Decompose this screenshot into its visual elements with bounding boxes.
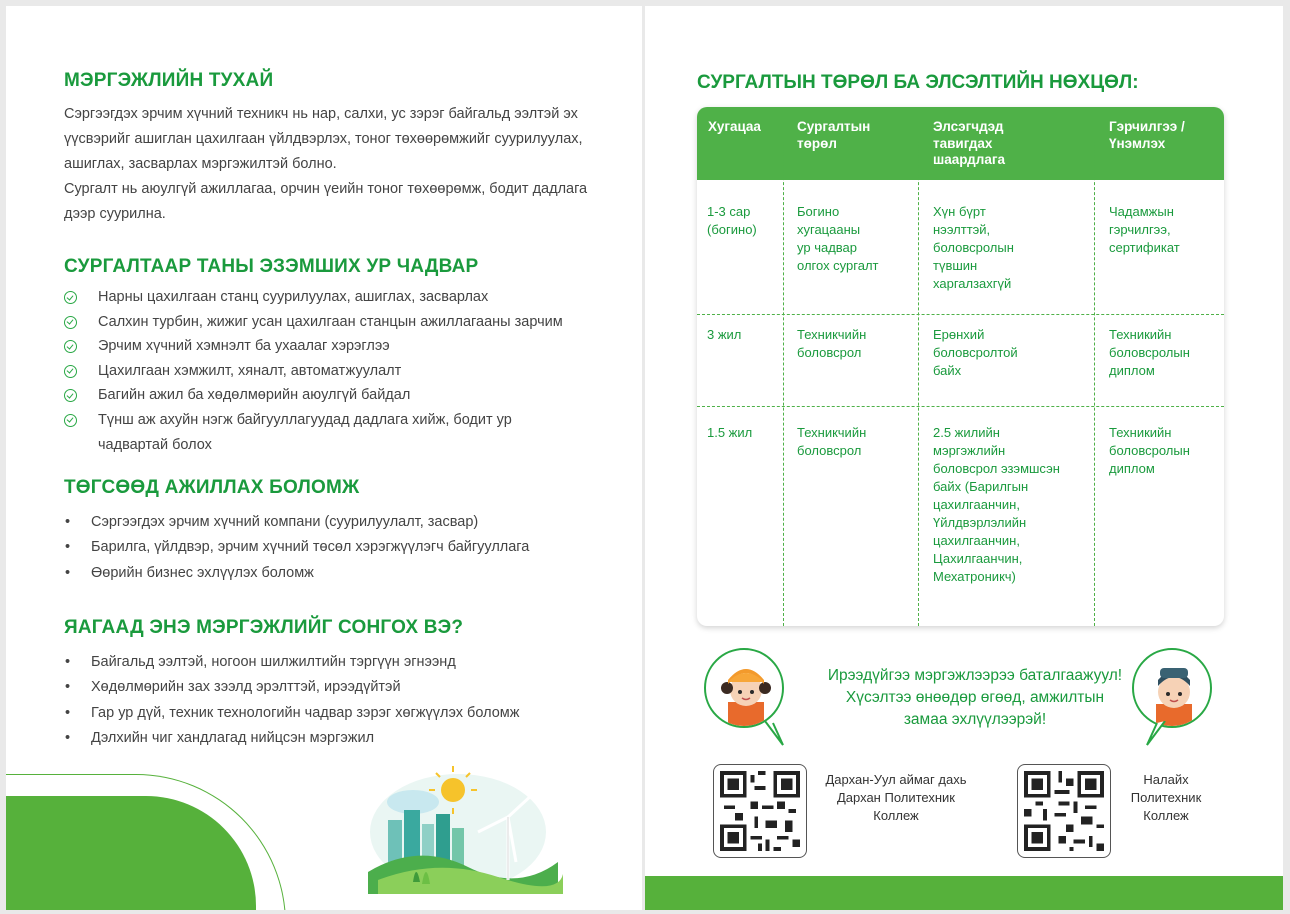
job-text: Сэргээгдэх эрчим хүчний компани (суурилуулалт, засвар) xyxy=(91,514,479,530)
qr-caption-nalaikh xyxy=(1111,771,1221,825)
skill-item xyxy=(64,408,534,457)
why-item xyxy=(64,701,519,726)
about-title: МЭРГЭЖЛИЙН ТУХАЙ xyxy=(64,70,274,91)
cell-certificate xyxy=(1109,326,1190,380)
column-divider xyxy=(783,107,784,626)
jobs-title: ТӨГСӨӨД АЖИЛЛАХ БОЛОМЖ xyxy=(64,477,360,498)
why-text: Дэлхийн чиг хандлагад нийцсэн мэргэжил xyxy=(91,729,375,746)
cell-line: боловсролын xyxy=(1109,345,1190,360)
cell-line: Мехатроникч) xyxy=(933,569,1016,584)
bullet-icon: • xyxy=(65,564,71,581)
about-line: Сургалт нь аюулгүй ажиллагаа, орчин үеийн тоног төхөөрөмж, бодит дадлага xyxy=(64,181,588,197)
header-line: Сургалтын xyxy=(797,119,871,134)
about-text xyxy=(64,102,604,227)
why-item xyxy=(64,650,519,675)
check-circle-icon xyxy=(64,340,77,353)
cell-certificate xyxy=(1109,424,1190,478)
right-page xyxy=(645,6,1283,910)
slogan-line: Ирээдүйгээ мэргэжлээрээ баталгаажуул! xyxy=(827,667,1123,684)
cell-line: сертификат xyxy=(1109,240,1180,255)
header-requirements xyxy=(933,119,1005,169)
cell-line: ур чадвар xyxy=(797,240,858,255)
cell-line: цахилгаанчин, xyxy=(933,497,1020,512)
about-line: ашиглах, засварлах мэргэжилтэй болно. xyxy=(64,156,337,172)
qr-code-icon xyxy=(720,771,800,851)
admission-table xyxy=(697,107,1224,626)
cell-line: 2.5 жилийн xyxy=(933,425,1000,440)
header-line: тавигдах xyxy=(933,135,993,151)
cell-line: (богино) xyxy=(707,222,757,237)
qr-code-nalaikh[interactable] xyxy=(1017,764,1111,858)
cell-line: боловсролын xyxy=(1109,443,1190,458)
why-title: ЯАГААД ЭНЭ МЭРГЭЖЛИЙГ СОНГОХ ВЭ? xyxy=(64,617,464,638)
job-text: Барилга, үйлдвэр, эрчим хүчний төсөл хэрэгжүүлэгч байгууллага xyxy=(91,539,530,556)
skill-text: Салхин турбин, жижиг усан цахилгаан станцын ажиллагааны зарчим xyxy=(98,313,563,330)
bullet-icon: • xyxy=(65,704,71,721)
why-list xyxy=(64,650,519,751)
why-item xyxy=(64,726,519,751)
why-text: Байгальд ээлтэй, ногоон шилжилтийн тэргүүн эгнээнд xyxy=(91,654,456,670)
column-divider xyxy=(918,107,919,626)
qr-code-icon xyxy=(1024,771,1104,851)
cell-requirements xyxy=(933,203,1014,293)
skill-text: Нарны цахилгаан станц суурилуулах, ашиглах, засварлах xyxy=(98,289,489,305)
about-line: Сэргээгдэх эрчим хүчний техникч нь нар, салхи, ус зэрэг байгальд ээлтэй эх xyxy=(64,106,578,122)
cell-line: боловсрол эзэмшсэн xyxy=(933,461,1060,476)
skill-item xyxy=(64,310,564,335)
cell-line: Хүн бүрт xyxy=(933,204,986,219)
cell-line: 1.5 жил xyxy=(707,425,753,440)
header-line: Элсэгчдэд xyxy=(933,119,1004,134)
speech-tail-left xyxy=(763,721,785,747)
header-line: Үнэмлэх xyxy=(1109,135,1166,151)
jobs-list xyxy=(64,510,529,586)
boy-welder-icon xyxy=(1134,650,1212,728)
header-line: Хугацаа xyxy=(708,119,761,134)
cell-training-type xyxy=(797,326,866,362)
cell-requirements xyxy=(933,424,1060,586)
cell-certificate xyxy=(1109,203,1180,257)
boy-avatar xyxy=(1132,648,1212,728)
skill-text: Эрчим хүчний хэмнэлт ба ухаалаг хэрэглээ xyxy=(98,338,390,355)
job-item xyxy=(64,510,529,535)
cell-line: гэрчилгээ, xyxy=(1109,222,1171,237)
check-circle-icon xyxy=(64,291,77,304)
slogan-line: Хүсэлтээ өнөөдөр өгөөд, амжилтын xyxy=(845,689,1105,706)
cell-line: байх (Барилгын xyxy=(933,479,1029,494)
bullet-icon: • xyxy=(65,729,71,746)
cell-training-type xyxy=(797,424,866,460)
skill-item xyxy=(64,383,564,408)
check-circle-icon xyxy=(64,389,77,402)
skill-text: Түнш аж ахуйн нэгж байгууллагуудад дадлага хийж, бодит ур чадвартай болох xyxy=(98,411,512,453)
caption-line: Политехник xyxy=(1130,790,1202,805)
cell-line: боловсролын xyxy=(933,240,1014,255)
column-divider xyxy=(1094,107,1095,626)
skills-list xyxy=(64,285,564,457)
cell-line: Чадамжын xyxy=(1109,204,1174,219)
cell-line: Техникчийн xyxy=(797,327,867,342)
cell-line: Богино xyxy=(797,204,840,219)
header-line: төрөл xyxy=(797,135,837,151)
qr-caption-darkhan xyxy=(821,771,971,825)
girl-avatar xyxy=(704,648,784,728)
cell-line: диплом xyxy=(1109,363,1155,378)
cell-requirements xyxy=(933,326,1018,380)
why-text: Хөдөлмөрийн зах зээлд эрэлттэй, ирээдүйтэй xyxy=(91,679,401,696)
check-circle-icon xyxy=(64,365,77,378)
girl-helmet-icon xyxy=(706,650,784,728)
header-certificate xyxy=(1109,119,1185,152)
cell-line: боловсрол xyxy=(797,443,862,458)
job-item xyxy=(64,561,529,586)
job-item xyxy=(64,535,529,560)
cell-line: түвшин xyxy=(933,258,978,273)
cell-training-type xyxy=(797,203,879,275)
skills-title: СУРГАЛТААР ТАНЫ ЭЗЭМШИХ УР ЧАДВАР xyxy=(64,256,479,277)
cell-line: Техникчийн xyxy=(797,425,867,440)
caption-line: Налайх xyxy=(1143,772,1189,787)
cell-line: Үйлдвэрлэлийн xyxy=(933,515,1027,530)
cell-line: 1-3 сар xyxy=(707,204,751,219)
cell-line: нээлттэй, xyxy=(933,222,991,237)
skill-text: Цахилгаан хэмжилт, хяналт, автоматжуулалт xyxy=(98,362,402,379)
row-divider xyxy=(697,314,1224,315)
cell-duration xyxy=(707,203,757,239)
cell-line: олгох сургалт xyxy=(797,258,879,273)
header-line: шаардлага xyxy=(933,152,1005,167)
caption-line: Дархан-Уул аймаг дахь xyxy=(825,772,967,787)
skill-text: Багийн ажил ба хөдөлмөрийн аюулгүй байдал xyxy=(98,387,411,404)
eco-city-illustration xyxy=(358,762,568,894)
check-circle-icon xyxy=(64,316,77,329)
bullet-icon: • xyxy=(65,514,71,530)
bullet-icon: • xyxy=(65,539,71,556)
skill-item xyxy=(64,285,564,310)
slogan-line: замаа эхлүүлээрэй! xyxy=(903,711,1047,728)
about-line: үүсвэрийг ашиглан цахилгаан үйлдвэрлэх, тоног төхөөрөмжийг суурилуулах, xyxy=(64,131,583,147)
header-duration xyxy=(708,119,761,136)
speech-tail-right xyxy=(1145,721,1167,747)
slogan-text xyxy=(795,665,1155,731)
cell-line: цахилгаанчин, xyxy=(933,533,1020,548)
cell-line: хугацааны xyxy=(797,222,861,237)
cell-line: боловсрол xyxy=(797,345,862,360)
cell-line: боловсролтой xyxy=(933,345,1018,360)
about-line: дээр суурилна. xyxy=(64,206,166,222)
cell-line: Техникийн xyxy=(1109,425,1172,440)
caption-line: Коллеж xyxy=(873,808,919,823)
job-text: Өөрийн бизнес эхлүүлэх боломж xyxy=(91,564,314,581)
skill-item xyxy=(64,334,564,359)
why-text: Гар ур дүй, техник технологийн чадвар зэрэг хөгжүүлэх боломж xyxy=(91,704,520,721)
header-training-type xyxy=(797,119,870,152)
cell-line: Ерөнхий xyxy=(933,327,985,342)
cell-duration xyxy=(707,424,752,442)
qr-code-darkhan[interactable] xyxy=(713,764,807,858)
cell-line: харгалзахгүй xyxy=(933,276,1012,291)
cell-line: Техникийн xyxy=(1109,327,1172,342)
row-divider xyxy=(697,406,1224,407)
cell-line: мэргэжлийн xyxy=(933,443,1006,458)
bullet-icon: • xyxy=(65,679,71,696)
table-header-row xyxy=(697,107,1224,180)
caption-line: Дархан Политехник xyxy=(836,790,955,805)
why-item xyxy=(64,675,519,700)
skill-item xyxy=(64,359,564,384)
caption-line: Коллеж xyxy=(1143,808,1189,823)
header-line: Гэрчилгээ / xyxy=(1109,119,1185,134)
cell-line: байх xyxy=(933,363,962,378)
cell-line: диплом xyxy=(1109,461,1155,476)
cell-duration xyxy=(707,326,741,344)
left-page xyxy=(6,6,642,910)
bullet-icon: • xyxy=(65,654,71,670)
cell-line: Цахилгаанчин, xyxy=(933,551,1023,566)
table-title: СУРГАЛТЫН ТӨРӨЛ БА ЭЛСЭЛТИЙН НӨХЦӨЛ: xyxy=(697,72,1139,93)
cell-line: 3 жил xyxy=(707,327,742,342)
footer-green-bar xyxy=(645,876,1283,910)
check-circle-icon xyxy=(64,414,77,427)
